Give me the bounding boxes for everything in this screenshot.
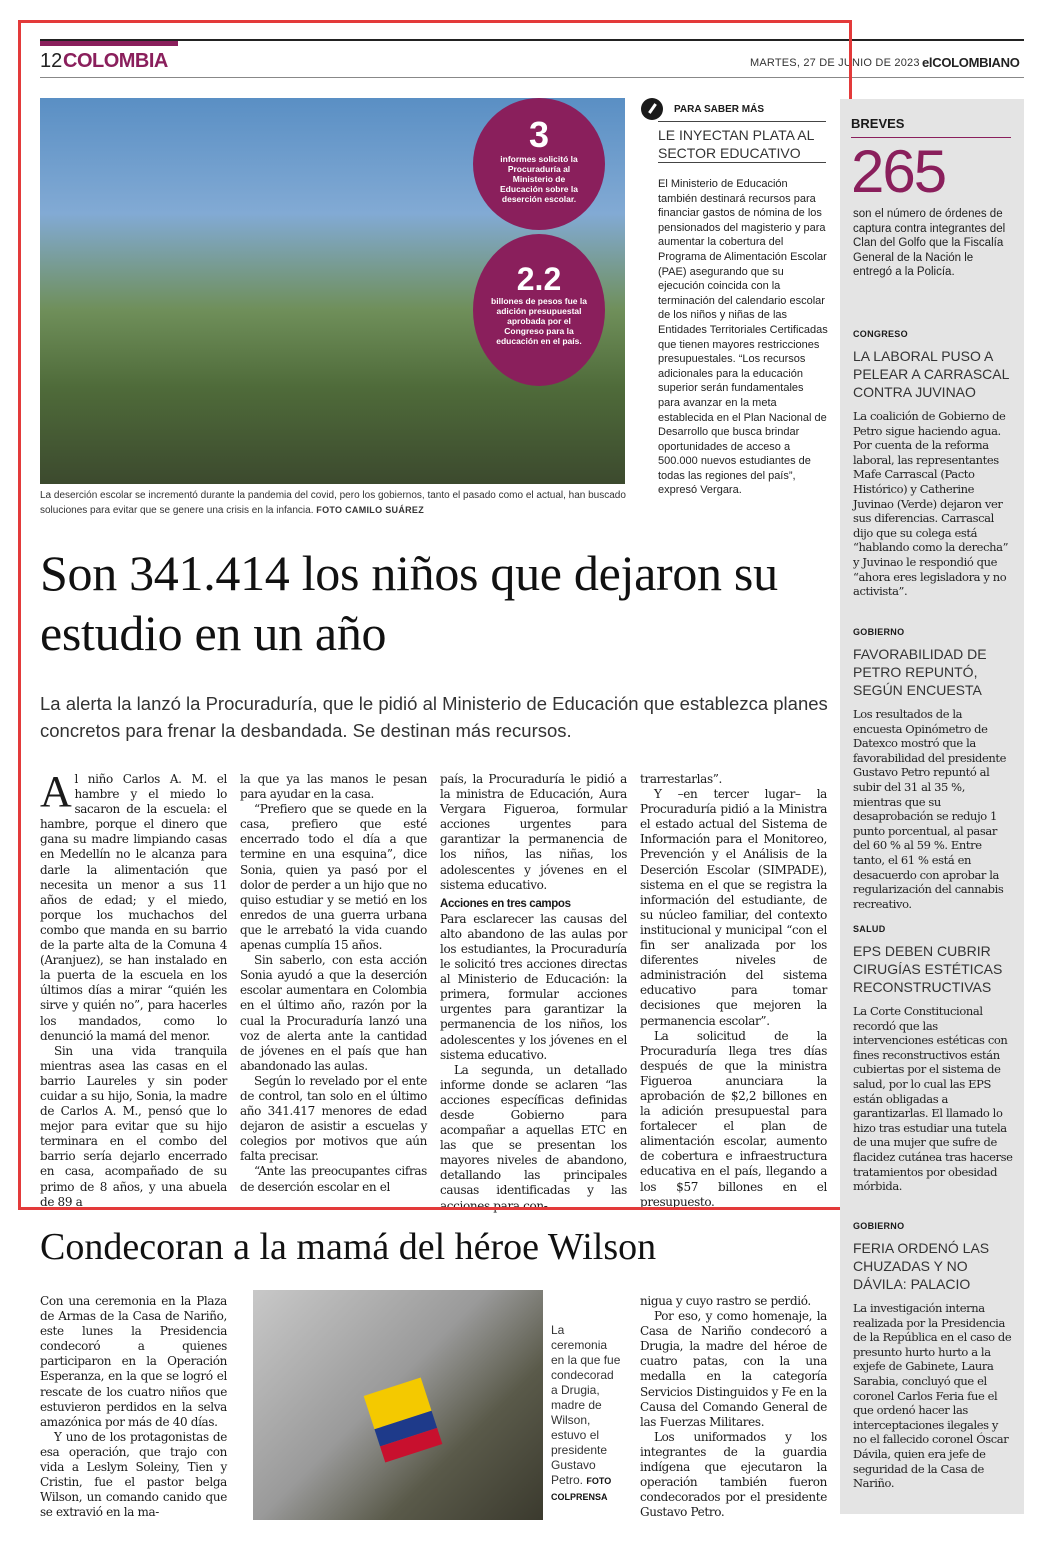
subheading: Acciones en tres campos <box>440 897 571 910</box>
date-line: MARTES, 27 DE JUNIO DE 2023 <box>750 57 920 69</box>
paragraph: Para esclarecer las causas del alto abandono de las aulas por los estudiantes, la Procuraduría le solicitó tres acciones directas al Ministerio de Educación: la primera, formular acciones urgentes para garantizar la permanencia de los niños, los adolescentes y los jóvenes en el sistema educativo. <box>440 911 627 1062</box>
dropcap: A <box>40 767 72 816</box>
brief-category: SALUD <box>853 924 886 934</box>
photo-caption <box>551 1323 621 1505</box>
paragraph-text: l niño Carlos A. M. el hambre y el miedo lo sacaron de la escuela: el hambre, porque el dinero que gana su madre limpiando casas en Medellín no le alcanza para darle la alimentación que necesita un menor a sus 11 años de edad; y el miedo, porque los muchachos del combo que manda en su barrio de la parte alta de la Comuna 4 (Aranjuez), se han instalado en la puerta de la escuela en los últimos días a mirar “quién les sirve y quién no”, para hacerles los mandados, como lo denunció la mamá del menor. <box>40 772 227 1043</box>
deck: La alerta la lanzó la Procuraduría, que le pidió al Ministerio de Educación que establezca planes concretos para frenar la desbandada. Se destinan más recursos. <box>40 693 828 741</box>
headline: Son 341.414 los niños que dejaron su estudio en un año <box>40 545 778 661</box>
brief-body: La coalición de Gobierno de Petro sigue haciendo agua. Por cuenta de la reforma laboral, las representantes Mafe Carrascal (Pacto Histórico) y Catherine Juvinao (Verde) dejaron ver sus diferencias. Carrascal dijo que su colega está “hablando como la derecha” y Juvinao le respondió que “ahora eres legisladora y no activista”. <box>853 409 1009 599</box>
paragraph: Según lo revelado por el ente de control, tan solo en el último año 341.417 menores de edad dejaron de asistir a escuelas y colegios por motivos que aún falta precisar. <box>240 1073 427 1164</box>
brief-item <box>853 924 1013 1194</box>
stat-text: informes solicitó la Procuraduría al Ministerio de Educación sobre la deserción escolar. <box>500 154 578 204</box>
section-name: COLOMBIA <box>63 50 168 72</box>
paragraph: La segunda, un detallado informe donde se aclaren “las acciones específicas definidas desde Gobierno para acompañar a aquellas ETC en las que se presentan los mayores niveles de abandono, detallando las principales causas identificadas y las acciones para con- <box>440 1062 627 1213</box>
brief-body: Los resultados de la encuesta Opinómetro de Datexco mostró que la favorabilidad del presidente Gustavo Petro repuntó al subir del 31 al 35 %, mientras que su desaprobación se redujo 1 punto porcentual, al pasar del 60 % al 59 %. Entre tanto, el 61 % está en desacuerdo con aprobar la regularización del cannabis recreativo. <box>853 707 1007 911</box>
paragraph: “Prefiero que se quede en la casa, prefiero que esté encerrado todo el día a que termine en una esquina”, dice Sonia, quien ya pasó por el dolor de perder a un hijo que no quiso estudiar y se metió en los enredos de una guerra urbana que le arrebató la vida cuando apenas cumplía 15 años. <box>240 802 427 953</box>
page-number: 12 <box>40 50 63 72</box>
colombia-flag-icon <box>364 1377 443 1462</box>
brief-body: La investigación interna realizada por la Presidencia de la República en el caso de presunto hurto hurto a la exjefe de Gabinete, Laura Sarabia, concluyó que el coronel Carlos Feria fue el que ordenó hacer las interceptaciones ilegales y no el fallecido coronel Óscar Dávila, quien era jefe de seguridad de la Casa de Nariño. <box>853 1301 1012 1491</box>
paragraph: Con una ceremonia en la Plaza de Armas de la Casa de Nariño, este lunes la Presidencia condecoró a quienes participaron en la Operación Esperanza, en la que se logró el rescate de los cuatro niños que estuvieron perdidos en la selva amazónica por más de 40 días. <box>40 1294 227 1429</box>
caption-text: La ceremonia en la que fue condecorad a Drugia, madre de Wilson, estuvo el presidente Gustavo Petro. <box>551 1323 621 1487</box>
stat-number: 2.2 <box>516 261 562 297</box>
paragraph: Sin una vida tranquila mientras asea las casas en el barrio Laureles y sin poder cuidar a su hijo, Sonia, la madre de Carlos A. M., pensó que lo mejor para evitar que su hijo terminara en el combo del barrio sería dejarlo encerrado en casa, acompañado de su primo de 8 años, y una abuela de 89 a <box>40 1043 227 1209</box>
paragraph: Los uniformados y los integrantes de la guardia indígena que ejecutaron la operación también fueron condecorados por el presidente Gustavo Petro. <box>640 1429 827 1520</box>
masthead: elCOLOMBIANO <box>922 55 1020 70</box>
big-number: 265 <box>851 138 946 205</box>
photo-credit: FOTO COLPRENSA <box>551 1476 612 1502</box>
paragraph: Y uno de los protagonistas de esa operación, que trajo con vida a Leslym Soleiny, Tien y Cristin, fue el pastor belga Wilson, un comando canido que se extravió en la ma- <box>40 1429 227 1520</box>
paragraph: la que ya las manos le pesan para ayudar en la casa. <box>240 772 427 802</box>
photo-credit: FOTO CAMILO SUÁREZ <box>316 505 425 515</box>
brief-category: GOBIERNO <box>853 627 905 637</box>
brief-category: GOBIERNO <box>853 1221 905 1231</box>
brief-category: CONGRESO <box>853 329 908 339</box>
article-column <box>640 1294 827 1520</box>
stat-text: billones de pesos fue la adición presupuestal aprobada por el Congreso para la educación en el país. <box>491 296 587 346</box>
paragraph: La solicitud de la Procuraduría llega tres días después de que la ministra Figueroa anunciara la aprobación de $2,2 billones en la adición presupuestal para fortalecer el plan de alimentación escolar, aumento de cobertura e infraestructura educativa en el país, llegando a los $57 billones en el presupuesto. <box>640 1028 827 1209</box>
brief-title: FERIA ORDENÓ LAS CHUZADAS Y NO DÁVILA: PALACIO <box>853 1240 990 1292</box>
big-number-text: son el número de órdenes de captura contra integrantes del Clan del Golfo que la Fiscalía General de la Nación le entregó a la Policía. <box>853 208 1006 279</box>
brief-title: EPS DEBEN CUBRIR CIRUGÍAS ESTÉTICAS RECONSTRUCTIVAS <box>853 943 1003 995</box>
sidebox-title: LE INYECTAN PLATA AL SECTOR EDUCATIVO <box>658 127 814 161</box>
brief-item <box>853 1221 1013 1491</box>
brief-item <box>853 627 1013 911</box>
caption-text: La deserción escolar se incrementó durante la pandemia del covid, pero los gobiernos, tanto el pasado como el actual, han buscado soluciones para evitar que se genere una crisis en la infancia. <box>40 490 626 516</box>
ceremony-photo <box>253 1290 543 1520</box>
paragraph: Y –en tercer lugar– la Procuraduría pidió a la Ministra el estado actual del Sistema de Información para el Monitoreo, Prevención y el Análisis de la Deserción Escolar (SIMPADE), sistema en el que se registra la información del estudiante, de su núcleo familiar, del contexto institucional y municipal “con el fin ser analizada por los diferentes niveles de administración del sistema educativo para tomar decisiones que mejoren la permanencia escolar”. <box>640 787 827 1028</box>
brief-title: FAVORABILIDAD DE PETRO REPUNTÓ, SEGÚN ENCUESTA <box>853 646 987 698</box>
paragraph: trarrestarlas”. <box>640 772 723 786</box>
highlight-frame <box>18 20 852 1210</box>
headline-secondary: Condecoran a la mamá del héroe Wilson <box>40 1226 657 1268</box>
paragraph: Por eso, y como homenaje, la Casa de Nariño condecoró a Drugia, la madre del héroe de cuatro patas, con la una medalla en la categoría Servicios Distinguidos y Fe en la Causa del Comando General de las Fuerzas Militares. <box>640 1309 827 1429</box>
sidebox-body: El Ministerio de Educación también destinará recursos para financiar gastos de nómina de los pensionados del magisterio y para aumentar la cobertura del Programa de Alimentación Escolar (PAE) asegurando que su ejecución coincida con la terminación del calendario escolar de los niños y niñas de las Entidades Territoriales Certificadas que tienen mayores restricciones presupuestales. “Los recursos adicionales para la educación superior serán fundamentales para avanzar en la meta establecida en el Plan Nacional de Desarrollo que busca brindar oportunidades de acceso a 500.000 nuevos estudiantes de todas las regiones del país”, expresó Vergara. <box>658 178 828 497</box>
paragraph: Sin saberlo, con esta acción Sonia ayudó a que la deserción escolar aumentara en Colombia en el último año, razón por la cual la Procuraduría lanzó una voz de alerta ante la cantidad de jóvenes en el país que han abandonado las aulas. <box>240 953 427 1073</box>
sidebox-kicker: PARA SABER MÁS <box>674 104 765 115</box>
brief-item <box>853 329 1013 599</box>
brief-body: La Corte Constitucional recordó que las intervenciones estéticas con fines reconstructivos están cubiertas por el sistema de salud, por lo cual las EPS están obligadas a garantizarlas. El llamado lo hizo tras estudiar una tutela de una mujer que sufre de flacidez cutánea tras hacerse tratamientos por obesidad mórbida. <box>853 1004 1013 1194</box>
stat-number: 3 <box>528 114 550 155</box>
breves-kicker: BREVES <box>851 116 905 131</box>
article-column <box>40 1294 227 1520</box>
paragraph: país, la Procuraduría le pidió a la ministra de Educación, Aura Vergara Figueroa, formular acciones urgentes para garantizar la permanencia de los niños, las niñas, los adolescentes y jóvenes en el sistema educativo. <box>440 772 627 892</box>
paragraph: nigua y cuyo rastro se perdió. <box>640 1294 811 1308</box>
paragraph: “Ante las preocupantes cifras de deserción escolar en el <box>240 1164 427 1194</box>
brief-title: LA LABORAL PUSO A PELEAR A CARRASCAL CONTRA JUVINAO <box>853 348 1009 400</box>
